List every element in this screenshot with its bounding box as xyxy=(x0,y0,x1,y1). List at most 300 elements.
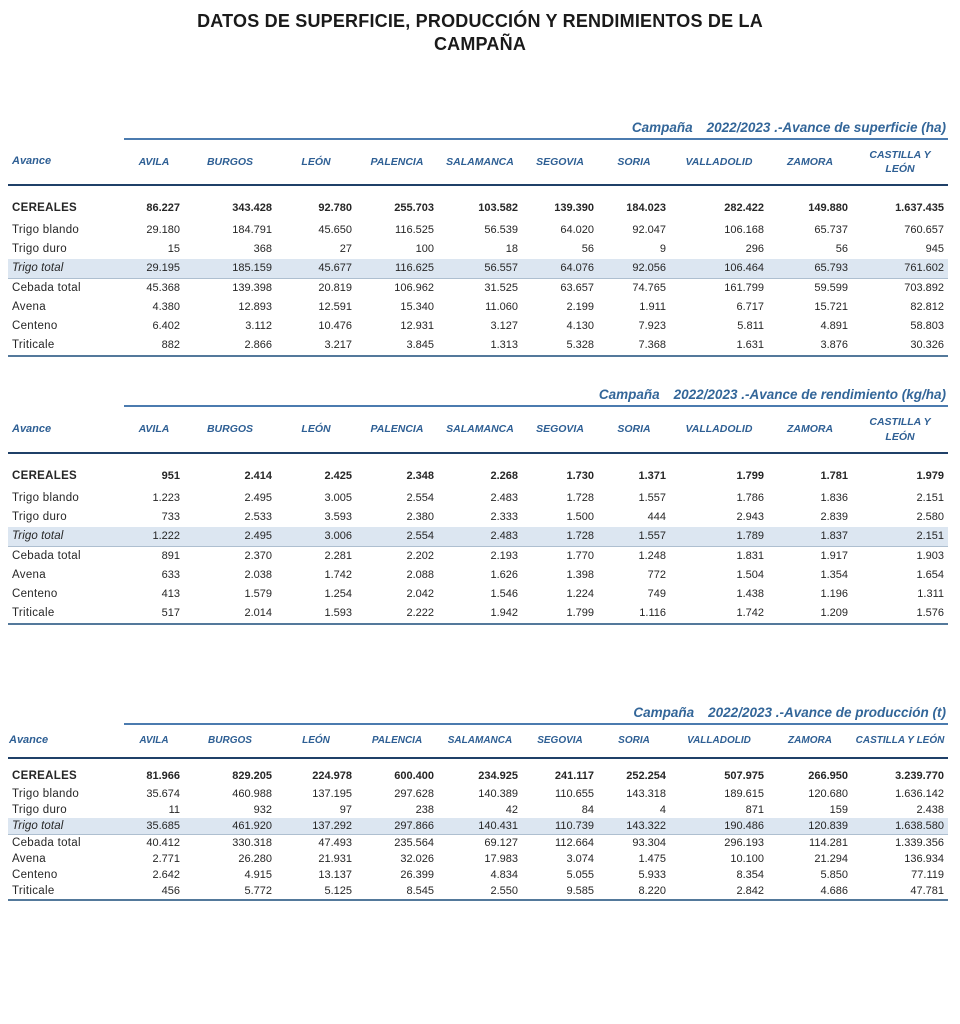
value-cell: 56.557 xyxy=(484,262,518,275)
value-cell: 26.280 xyxy=(238,852,272,865)
row-header-label: Avance xyxy=(9,733,49,746)
column-header: SORIA xyxy=(598,406,670,452)
value-cell: 1.504 xyxy=(736,568,764,581)
table-header xyxy=(8,724,948,758)
value-cell: 2.495 xyxy=(244,529,272,542)
value-cell: 252.254 xyxy=(626,769,666,782)
campaign-subtitle: 2022/2023 .-Avance de superficie (ha) xyxy=(706,120,946,136)
value-cell: 1.209 xyxy=(820,606,848,619)
value-cell: 86.227 xyxy=(146,202,180,215)
value-cell: 235.564 xyxy=(394,836,434,849)
value-cell: 2.199 xyxy=(566,301,594,314)
value-cell: 871 xyxy=(745,803,764,816)
value-cell: 2.550 xyxy=(490,884,518,897)
value-cell: 161.799 xyxy=(724,282,764,295)
value-cell: 343.428 xyxy=(232,202,272,215)
value-cell: 82.812 xyxy=(910,301,944,314)
value-cell: 330.318 xyxy=(232,836,272,849)
column-header: ZAMORA xyxy=(768,406,852,452)
value-cell: 297.628 xyxy=(394,787,434,800)
column-header: LEÓN xyxy=(276,139,356,185)
value-cell: 2.842 xyxy=(736,884,764,897)
value-cell: 2.495 xyxy=(244,491,272,504)
row-label: Trigo duro xyxy=(12,510,67,523)
table-header xyxy=(8,406,948,452)
value-cell: 1.770 xyxy=(566,549,594,562)
table-body xyxy=(8,758,948,900)
value-cell: 77.119 xyxy=(911,868,944,881)
value-cell: 1.313 xyxy=(490,339,518,352)
value-cell: 58.803 xyxy=(910,320,944,333)
value-cell: 5.328 xyxy=(566,339,594,352)
value-cell: 1.836 xyxy=(820,491,848,504)
value-cell: 5.850 xyxy=(820,868,848,881)
value-cell: 159 xyxy=(829,803,848,816)
column-header: BURGOS xyxy=(184,724,276,758)
value-cell: 47.493 xyxy=(318,836,352,849)
row-header-label: Avance xyxy=(12,422,52,435)
value-cell: 12.893 xyxy=(238,301,272,314)
value-cell: 12.591 xyxy=(318,301,352,314)
page-title xyxy=(80,10,880,56)
column-header: VALLADOLID xyxy=(670,724,768,758)
value-cell: 1.911 xyxy=(639,301,666,314)
column-header: BURGOS xyxy=(184,406,276,452)
value-cell: 116.625 xyxy=(395,262,434,275)
value-cell: 21.931 xyxy=(318,852,352,865)
value-cell: 951 xyxy=(161,469,180,482)
value-cell: 45.650 xyxy=(318,224,352,237)
value-cell: 92.056 xyxy=(632,262,666,275)
value-cell: 1.799 xyxy=(566,606,594,619)
row-label: Trigo total xyxy=(12,819,64,832)
row-label: Triticale xyxy=(12,884,55,897)
value-cell: 1.837 xyxy=(820,529,848,542)
column-header: SEGOVIA xyxy=(522,406,598,452)
campaign-label: Campaña xyxy=(598,387,660,403)
value-cell: 116.525 xyxy=(395,224,434,237)
table-row xyxy=(8,867,948,883)
value-cell: 12.931 xyxy=(400,320,434,333)
column-header: BURGOS xyxy=(184,139,276,185)
row-label: Cebada total xyxy=(12,282,81,295)
table-row xyxy=(8,546,948,566)
column-header: SEGOVIA xyxy=(522,139,598,185)
value-cell: 11.060 xyxy=(485,301,518,314)
value-cell: 1.500 xyxy=(566,510,594,523)
column-header: PALENCIA xyxy=(356,139,438,185)
value-cell: 517 xyxy=(161,606,180,619)
value-cell: 2.554 xyxy=(406,529,434,542)
value-cell: 139.398 xyxy=(232,282,272,295)
table-body xyxy=(8,453,948,624)
value-cell: 5.811 xyxy=(737,320,764,333)
value-cell: 6.402 xyxy=(152,320,180,333)
value-cell: 761.602 xyxy=(904,262,944,275)
value-cell: 1.438 xyxy=(736,587,764,600)
value-cell: 45.368 xyxy=(146,282,180,295)
value-cell: 120.680 xyxy=(808,787,848,800)
value-cell: 882 xyxy=(161,339,180,352)
value-cell: 1.789 xyxy=(736,529,764,542)
table-row xyxy=(8,453,948,489)
rendimiento-table-title xyxy=(0,387,946,402)
table-row xyxy=(8,259,948,279)
table-row xyxy=(8,221,948,240)
row-label: Trigo blando xyxy=(12,224,80,237)
table-row xyxy=(8,317,948,336)
value-cell: 2.554 xyxy=(406,491,434,504)
value-cell: 1.654 xyxy=(916,568,944,581)
value-cell: 368 xyxy=(253,243,272,256)
value-cell: 1.626 xyxy=(490,568,518,581)
table-body xyxy=(8,185,948,356)
value-cell: 3.876 xyxy=(820,339,848,352)
value-cell: 65.737 xyxy=(814,224,848,237)
produccion-table-title xyxy=(0,705,946,720)
column-header: SORIA xyxy=(598,139,670,185)
value-cell: 184.791 xyxy=(232,224,272,237)
value-cell: 40.412 xyxy=(146,836,180,849)
value-cell: 56 xyxy=(581,243,594,256)
value-cell: 20.819 xyxy=(318,282,352,295)
value-cell: 4.915 xyxy=(244,868,272,881)
value-cell: 190.486 xyxy=(724,819,764,832)
value-cell: 4.834 xyxy=(490,868,518,881)
value-cell: 7.368 xyxy=(638,339,666,352)
table-row xyxy=(8,527,948,547)
value-cell: 6.717 xyxy=(736,301,764,314)
value-cell: 35.674 xyxy=(146,787,180,800)
value-cell: 32.026 xyxy=(400,852,434,865)
column-header: PALENCIA xyxy=(356,724,438,758)
value-cell: 1.637.435 xyxy=(895,202,944,215)
row-label: Centeno xyxy=(12,868,58,881)
value-cell: 2.202 xyxy=(406,549,434,562)
value-cell: 15 xyxy=(167,243,180,256)
value-cell: 2.333 xyxy=(490,510,518,523)
table-row xyxy=(8,298,948,317)
column-header: LEÓN xyxy=(276,724,356,758)
value-cell: 47.781 xyxy=(910,884,944,897)
value-cell: 92.047 xyxy=(632,224,666,237)
value-cell: 189.615 xyxy=(724,787,764,800)
header-row xyxy=(8,724,948,758)
value-cell: 65.793 xyxy=(814,262,848,275)
table-row xyxy=(8,604,948,624)
column-header: SORIA xyxy=(598,724,670,758)
row-label: Triticale xyxy=(12,339,55,352)
value-cell: 2.580 xyxy=(916,510,944,523)
column-header: ZAMORA xyxy=(768,139,852,185)
value-cell: 2.281 xyxy=(324,549,352,562)
value-cell: 59.599 xyxy=(814,282,848,295)
value-cell: 461.920 xyxy=(232,819,272,832)
value-cell: 266.950 xyxy=(808,769,848,782)
value-cell: 184.023 xyxy=(626,202,666,215)
value-cell: 234.925 xyxy=(478,769,518,782)
value-cell: 2.222 xyxy=(406,606,434,619)
value-cell: 3.845 xyxy=(406,339,434,352)
value-cell: 18 xyxy=(505,243,518,256)
value-cell: 2.042 xyxy=(406,587,434,600)
row-label: Trigo blando xyxy=(12,787,80,800)
value-cell: 1.781 xyxy=(820,469,848,482)
value-cell: 56 xyxy=(835,243,848,256)
row-label: CEREALES xyxy=(12,202,78,215)
value-cell: 100 xyxy=(415,243,434,256)
value-cell: 296 xyxy=(745,243,764,256)
value-cell: 1.475 xyxy=(638,852,666,865)
value-cell: 1.371 xyxy=(638,469,666,482)
value-cell: 1.917 xyxy=(820,549,848,562)
row-label: Trigo total xyxy=(12,262,64,275)
value-cell: 1.638.580 xyxy=(895,819,944,832)
superficie-table xyxy=(8,138,948,357)
value-cell: 1.730 xyxy=(566,469,594,482)
value-cell: 4.891 xyxy=(820,320,848,333)
table-row xyxy=(8,786,948,802)
value-cell: 106.464 xyxy=(724,262,764,275)
value-cell: 2.642 xyxy=(152,868,180,881)
value-cell: 2.839 xyxy=(820,510,848,523)
value-cell: 143.318 xyxy=(626,787,666,800)
value-cell: 2.014 xyxy=(244,606,272,619)
table-row xyxy=(8,336,948,356)
value-cell: 1.786 xyxy=(736,491,764,504)
campaign-subtitle: 2022/2023 .-Avance de rendimiento (kg/ha) xyxy=(673,387,946,403)
row-label: Avena xyxy=(12,301,46,314)
value-cell: 5.772 xyxy=(244,884,272,897)
value-cell: 35.685 xyxy=(146,819,180,832)
value-cell: 3.074 xyxy=(566,852,594,865)
table-row xyxy=(8,758,948,786)
value-cell: 114.281 xyxy=(809,836,848,849)
value-cell: 2.370 xyxy=(244,549,272,562)
value-cell: 29.195 xyxy=(146,262,180,275)
value-cell: 296.193 xyxy=(724,836,764,849)
value-cell: 600.400 xyxy=(394,769,434,782)
value-cell: 3.593 xyxy=(324,510,352,523)
value-cell: 1.248 xyxy=(638,549,666,562)
value-cell: 1.354 xyxy=(820,568,848,581)
value-cell: 1.576 xyxy=(916,606,944,619)
table-row xyxy=(8,802,948,818)
table-row xyxy=(8,818,948,835)
value-cell: 1.196 xyxy=(820,587,848,600)
value-cell: 2.348 xyxy=(406,469,434,482)
value-cell: 110.739 xyxy=(555,819,594,832)
value-cell: 891 xyxy=(161,549,180,562)
row-label: Avena xyxy=(12,568,46,581)
value-cell: 21.294 xyxy=(814,852,848,865)
value-cell: 110.655 xyxy=(555,787,594,800)
value-cell: 4.686 xyxy=(820,884,848,897)
table-row xyxy=(8,508,948,527)
row-label: Cebada total xyxy=(12,549,81,562)
value-cell: 4.130 xyxy=(566,320,594,333)
value-cell: 2.151 xyxy=(916,491,944,504)
value-cell: 2.088 xyxy=(406,568,434,581)
value-cell: 2.771 xyxy=(152,852,180,865)
value-cell: 84 xyxy=(581,803,594,816)
value-cell: 772 xyxy=(647,568,666,581)
value-cell: 74.765 xyxy=(632,282,666,295)
table-row xyxy=(8,185,948,221)
column-header: CASTILLA Y LEÓN xyxy=(852,406,948,452)
superficie-section xyxy=(0,120,960,357)
page-title-line1: DATOS DE SUPERFICIE, PRODUCCIÓN Y RENDIMIENTOS DE LA xyxy=(197,11,763,31)
value-cell: 185.159 xyxy=(232,262,272,275)
value-cell: 1.546 xyxy=(490,587,518,600)
value-cell: 97 xyxy=(339,803,352,816)
value-cell: 507.975 xyxy=(724,769,764,782)
table-row xyxy=(8,566,948,585)
column-header: AVILA xyxy=(124,724,184,758)
value-cell: 1.398 xyxy=(566,568,594,581)
value-cell: 460.988 xyxy=(232,787,272,800)
value-cell: 749 xyxy=(647,587,666,600)
value-cell: 1.339.356 xyxy=(895,836,944,849)
value-cell: 7.923 xyxy=(638,320,666,333)
value-cell: 63.657 xyxy=(560,282,594,295)
value-cell: 11 xyxy=(168,803,180,816)
value-cell: 1.311 xyxy=(917,587,944,600)
value-cell: 2.268 xyxy=(490,469,518,482)
row-label: Triticale xyxy=(12,606,55,619)
row-label: Avena xyxy=(12,852,46,865)
value-cell: 149.880 xyxy=(808,202,848,215)
value-cell: 1.742 xyxy=(736,606,764,619)
value-cell: 10.476 xyxy=(318,320,352,333)
value-cell: 3.217 xyxy=(324,339,352,352)
row-label: CEREALES xyxy=(12,769,78,782)
value-cell: 112.664 xyxy=(555,836,594,849)
value-cell: 45.677 xyxy=(318,262,352,275)
value-cell: 4 xyxy=(659,803,666,816)
produccion-table xyxy=(8,723,948,901)
value-cell: 8.354 xyxy=(736,868,764,881)
table-row xyxy=(8,851,948,867)
table-row xyxy=(8,834,948,851)
value-cell: 2.943 xyxy=(736,510,764,523)
table-row xyxy=(8,240,948,259)
value-cell: 30.326 xyxy=(910,339,944,352)
column-header: AVILA xyxy=(124,406,184,452)
value-cell: 1.224 xyxy=(566,587,594,600)
value-cell: 238 xyxy=(415,803,434,816)
value-cell: 137.292 xyxy=(312,819,352,832)
value-cell: 27 xyxy=(339,243,352,256)
column-header: AVILA xyxy=(124,139,184,185)
column-header: LEÓN xyxy=(276,406,356,452)
value-cell: 1.799 xyxy=(736,469,764,482)
row-label: Centeno xyxy=(12,587,58,600)
campaign-label: Campaña xyxy=(633,704,695,720)
row-label: CEREALES xyxy=(12,469,78,482)
value-cell: 255.703 xyxy=(394,202,434,215)
value-cell: 1.593 xyxy=(324,606,352,619)
table-row xyxy=(8,279,948,299)
value-cell: 703.892 xyxy=(904,282,944,295)
value-cell: 1.728 xyxy=(566,529,594,542)
campaign-label: Campaña xyxy=(631,120,693,136)
value-cell: 297.866 xyxy=(394,819,434,832)
value-cell: 1.557 xyxy=(638,529,666,542)
value-cell: 139.390 xyxy=(554,202,594,215)
table-row xyxy=(8,489,948,508)
value-cell: 9.585 xyxy=(566,884,594,897)
value-cell: 224.978 xyxy=(312,769,352,782)
value-cell: 1.942 xyxy=(490,606,518,619)
value-cell: 64.076 xyxy=(560,262,594,275)
superficie-table-title xyxy=(0,120,946,135)
value-cell: 2.425 xyxy=(324,469,352,482)
campaign-subtitle: 2022/2023 .-Avance de producción (t) xyxy=(708,704,946,720)
rendimiento-table xyxy=(8,405,948,624)
value-cell: 140.431 xyxy=(478,819,518,832)
value-cell: 945 xyxy=(925,243,944,256)
value-cell: 1.636.142 xyxy=(895,787,944,800)
value-cell: 103.582 xyxy=(478,202,518,215)
value-cell: 4.380 xyxy=(152,301,180,314)
value-cell: 1.631 xyxy=(736,339,764,352)
value-cell: 8.220 xyxy=(638,884,666,897)
value-cell: 15.721 xyxy=(814,301,848,314)
value-cell: 106.168 xyxy=(724,224,764,237)
value-cell: 633 xyxy=(161,568,180,581)
value-cell: 64.020 xyxy=(560,224,594,237)
row-label: Trigo duro xyxy=(12,243,67,256)
value-cell: 3.006 xyxy=(324,529,352,542)
value-cell: 26.399 xyxy=(400,868,434,881)
value-cell: 413 xyxy=(161,587,180,600)
value-cell: 1.742 xyxy=(324,568,352,581)
value-cell: 5.055 xyxy=(566,868,594,881)
column-header: SALAMANCA xyxy=(438,139,522,185)
value-cell: 93.304 xyxy=(632,836,666,849)
table-header xyxy=(8,139,948,185)
value-cell: 2.193 xyxy=(490,549,518,562)
column-header: ZAMORA xyxy=(768,724,852,758)
value-cell: 69.127 xyxy=(484,836,518,849)
value-cell: 13.137 xyxy=(318,868,352,881)
value-cell: 1.979 xyxy=(916,469,944,482)
value-cell: 932 xyxy=(253,803,272,816)
value-cell: 1.222 xyxy=(152,529,180,542)
value-cell: 15.340 xyxy=(400,301,434,314)
value-cell: 56.539 xyxy=(484,224,518,237)
column-header: SALAMANCA xyxy=(438,724,522,758)
value-cell: 1.903 xyxy=(916,549,944,562)
rendimiento-section xyxy=(0,387,960,624)
value-cell: 1.728 xyxy=(566,491,594,504)
value-cell: 241.117 xyxy=(554,769,594,782)
value-cell: 3.112 xyxy=(245,320,272,333)
value-cell: 444 xyxy=(647,510,666,523)
column-header: CASTILLA Y LEÓN xyxy=(852,139,948,185)
table-row xyxy=(8,585,948,604)
value-cell: 2.533 xyxy=(244,510,272,523)
value-cell: 829.205 xyxy=(232,769,272,782)
value-cell: 2.483 xyxy=(490,491,518,504)
value-cell: 8.545 xyxy=(406,884,434,897)
value-cell: 2.038 xyxy=(244,568,272,581)
column-header: SALAMANCA xyxy=(438,406,522,452)
value-cell: 9 xyxy=(659,243,666,256)
value-cell: 760.657 xyxy=(904,224,944,237)
value-cell: 3.127 xyxy=(490,320,518,333)
